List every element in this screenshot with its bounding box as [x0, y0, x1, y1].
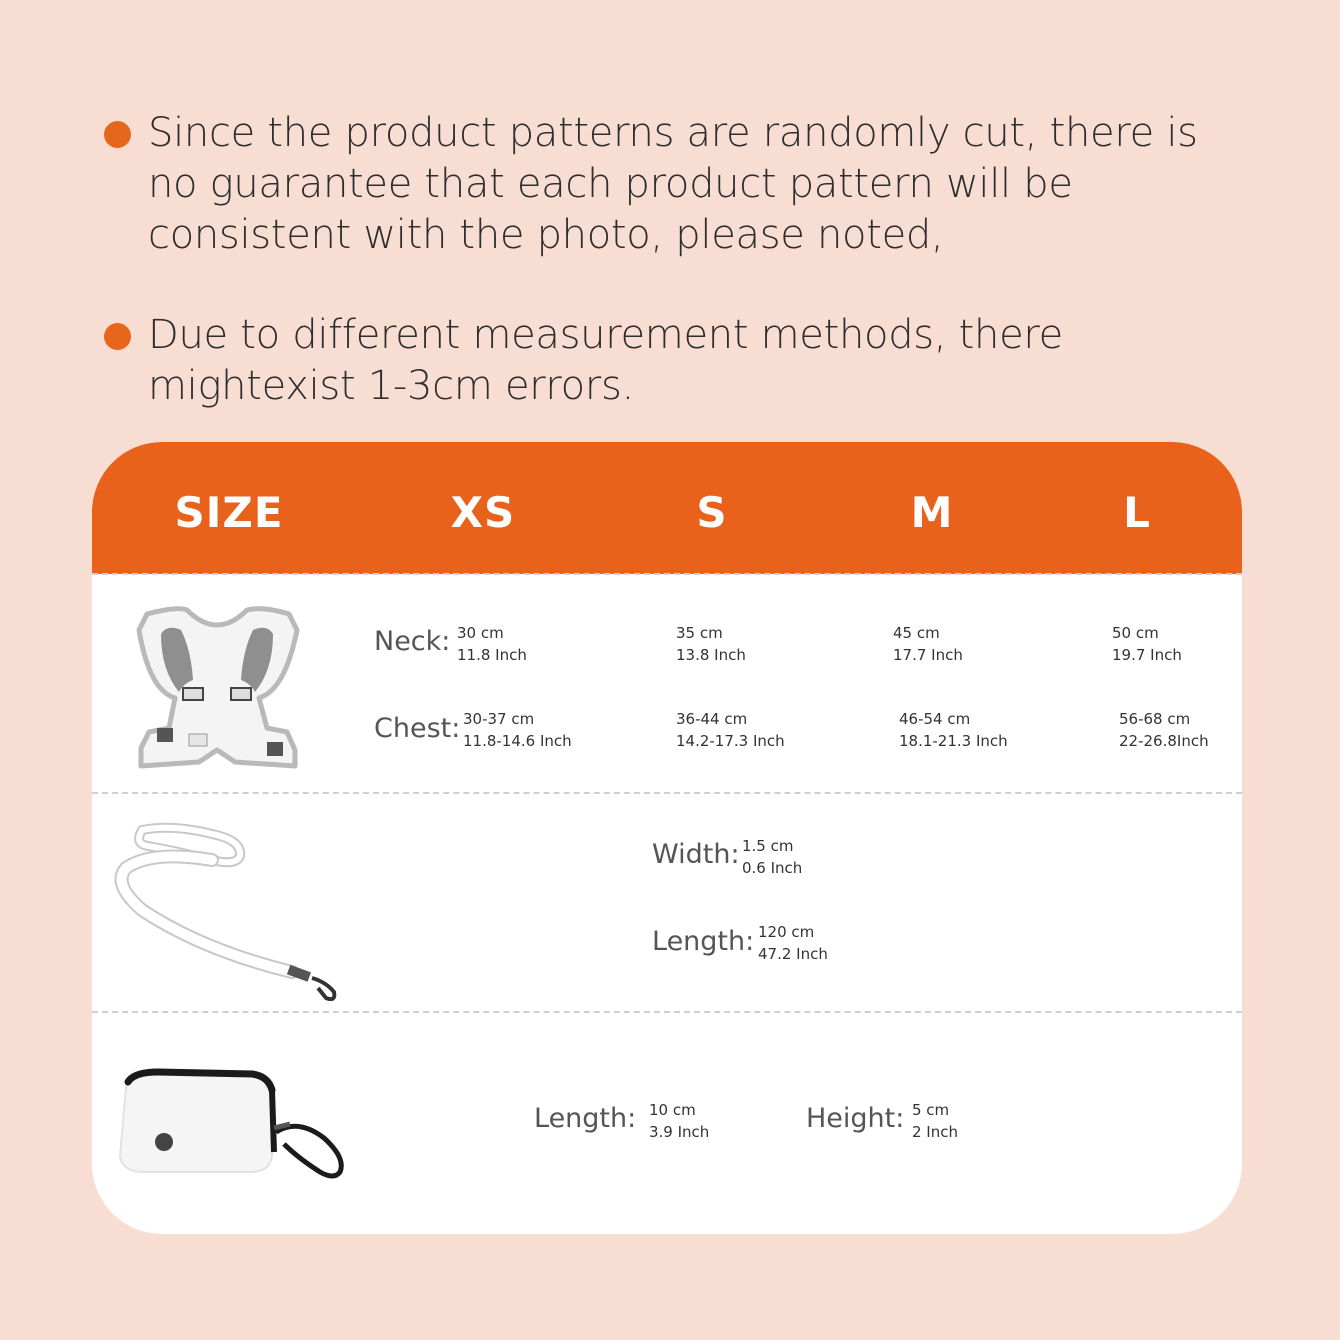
bag-height-label: Height:	[806, 1103, 905, 1134]
size-chart-card	[92, 442, 1242, 1234]
leash-length-value: 120 cm 47.2 Inch	[758, 923, 828, 963]
size-chart-header	[92, 442, 1242, 574]
neck-s: 35 cm 13.8 Inch	[676, 624, 746, 664]
leash-width-label: Width:	[652, 839, 740, 870]
chest-l: 56-68 cm 22-26.8Inch	[1119, 710, 1209, 750]
bag-length-value: 10 cm 3.9 Inch	[649, 1101, 710, 1141]
chest-s: 36-44 cm 14.2-17.3 Inch	[676, 710, 785, 750]
bag-length-label: Length:	[534, 1103, 637, 1134]
bullet-dot-icon	[104, 121, 131, 148]
leash-icon	[112, 820, 352, 1010]
divider	[92, 792, 1242, 794]
neck-label: Neck:	[374, 626, 451, 657]
neck-l: 50 cm 19.7 Inch	[1112, 624, 1182, 664]
divider	[92, 573, 1242, 575]
header-m: M	[910, 488, 954, 537]
neck-xs: 30 cm 11.8 Inch	[457, 624, 527, 664]
neck-m: 45 cm 17.7 Inch	[893, 624, 963, 664]
header-l: L	[1123, 488, 1151, 537]
waste-bag-dispenser-icon	[114, 1068, 354, 1184]
chest-label: Chest:	[374, 713, 461, 744]
harness-icon	[117, 600, 317, 772]
bullet-dot-icon	[104, 323, 131, 350]
leash-width-value: 1.5 cm 0.6 Inch	[742, 837, 803, 877]
header-size: SIZE	[174, 488, 284, 537]
note-measurement-text: Due to different measurement methods, there mightexist 1-3cm errors.	[148, 312, 1063, 409]
chest-m: 46-54 cm 18.1-21.3 Inch	[899, 710, 1008, 750]
header-s: S	[696, 488, 728, 537]
note-pattern-text: Since the product patterns are randomly cut, there is no guarantee that each product pattern will be consistent with the photo, please noted,	[148, 110, 1198, 258]
header-xs: XS	[450, 488, 516, 537]
bag-height-value: 5 cm 2 Inch	[912, 1101, 958, 1141]
chest-xs: 30-37 cm 11.8-14.6 Inch	[463, 710, 572, 750]
divider	[92, 1011, 1242, 1013]
leash-length-label: Length:	[652, 926, 755, 957]
